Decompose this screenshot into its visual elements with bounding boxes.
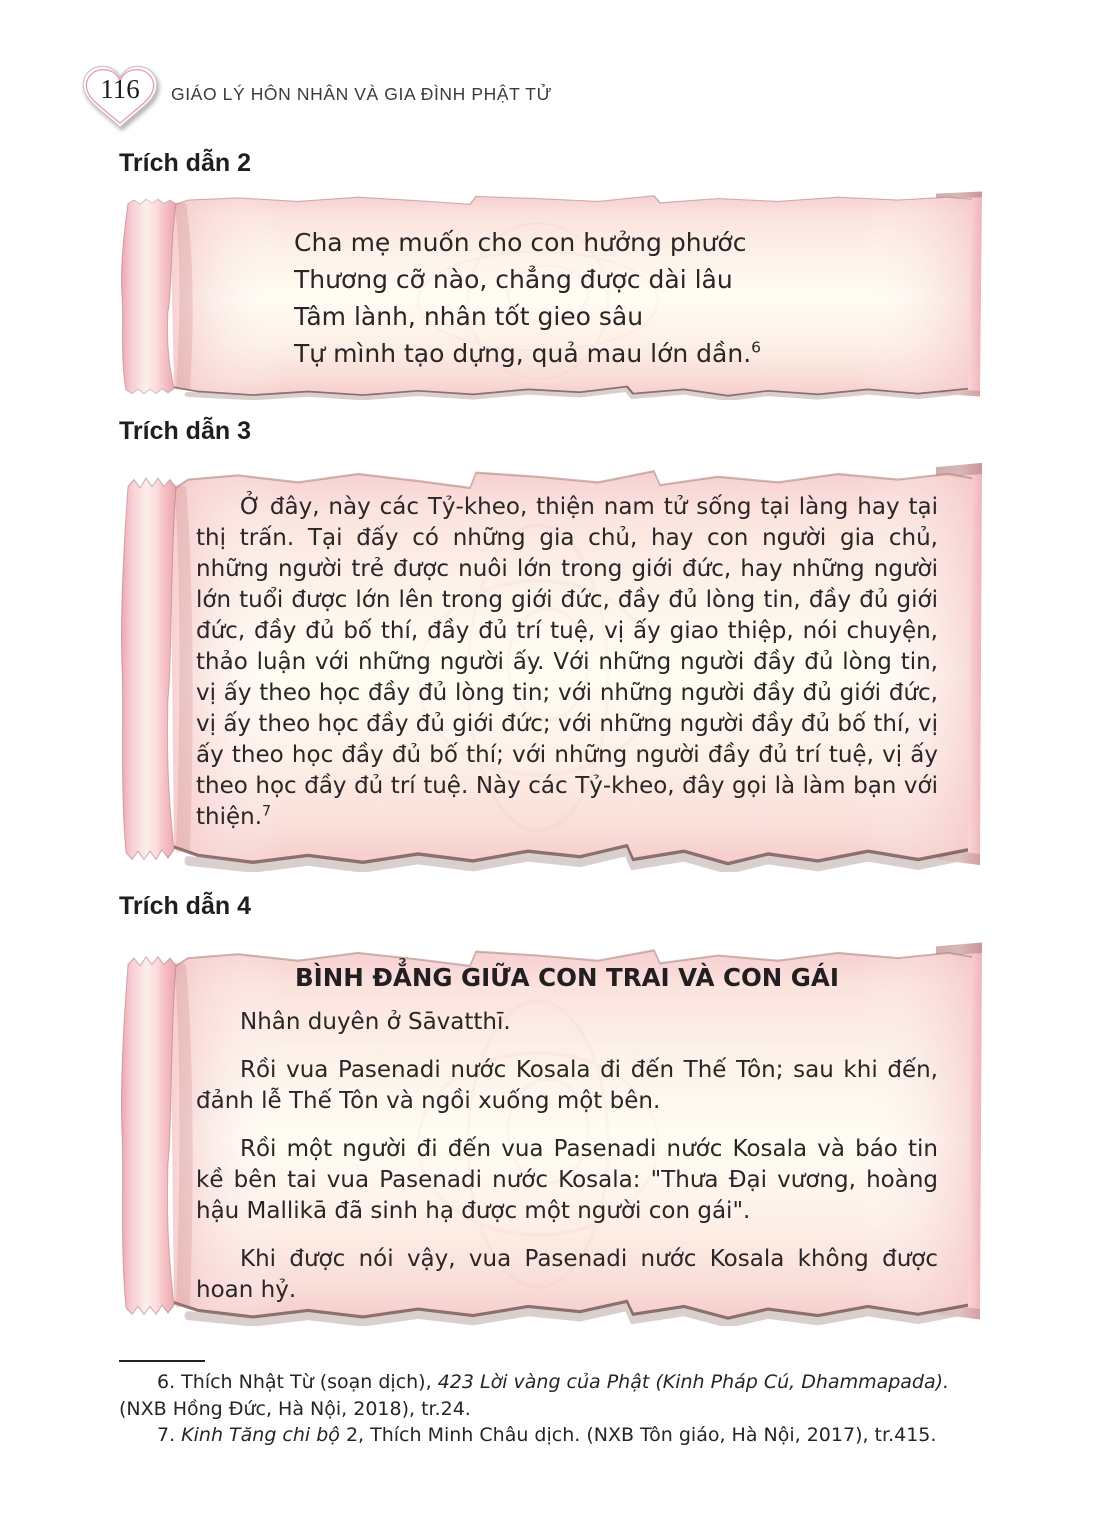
poem-line: Cha mẹ muốn cho con hưởng phước xyxy=(294,228,747,257)
footnote-text-italic: 423 Lời vàng của Phật (Kinh Pháp Cú, Dhammapada). xyxy=(437,1371,950,1393)
footnote-text-italic: Kinh Tăng chi bộ xyxy=(181,1424,340,1446)
running-title: GIÁO LÝ HÔN NHÂN VÀ GIA ĐÌNH PHẬT TỬ xyxy=(171,84,553,104)
scroll-quote-2 xyxy=(118,188,986,400)
footnotes xyxy=(119,1369,992,1449)
footnote-text: 6. Thích Nhật Từ (soạn dịch), xyxy=(157,1371,438,1393)
story-paragraph: Rồi một người đi đến vua Pasenadi nước Kosala và báo tin kề bên tai vua Pasenadi nước Kosala: "Thưa Đại vương, hoàng hậu Mallikā đã sinh hạ được một người con gái". xyxy=(196,1136,938,1224)
footnote-ref-6: 6 xyxy=(751,338,762,357)
footnote-text: (NXB Hồng Đức, Hà Nội, 2018), tr.24. xyxy=(119,1397,471,1420)
page-number: 116 xyxy=(100,74,140,104)
page-number-heart xyxy=(74,60,166,132)
quote-body xyxy=(118,456,986,833)
quote-text: Ở đây, này các Tỷ-kheo, thiện nam tử sống tại làng hay tại thị trấn. Tại đấy có những gia chủ, hay con người gia chủ, những người trẻ được nuôi lớn trong giới đức, hay những người lớn tuổi được lớn lên trong giới đức, đầy đủ lòng tin, đầy đủ giới đức, đầy đủ bố thí, đầy đủ trí tuệ, vị ấy giao thiệp, nói chuyện, thảo luận với những người ấy. Với những người đầy đủ lòng tin, vị ấy theo học đầy đủ lòng tin; với những người đầy đủ giới đức, vị ấy theo học đầy đủ giới đức; với những người đầy đủ bố thí, vị ấy theo học đầy đủ bố thí; với những người đầy đủ trí tuệ, vị ấy theo học đầy đủ trí tuệ. Này các Tỷ-kheo, đây gọi là làm bạn với thiện. xyxy=(196,494,938,830)
scroll-quote-3 xyxy=(118,456,986,872)
section-heading-2: Trích dẫn 2 xyxy=(119,149,251,177)
story-body xyxy=(118,936,986,1306)
story-paragraph: Nhân duyên ở Sāvatthī. xyxy=(240,1009,511,1035)
footnote-text: 7. xyxy=(157,1424,182,1446)
scroll-quote-4 xyxy=(118,936,986,1326)
footnote-divider xyxy=(119,1360,205,1362)
poem-line-text: Tự mình tạo dựng, quả mau lớn dần. xyxy=(294,339,752,368)
footnote-7 xyxy=(119,1422,992,1449)
story-paragraph: Khi được nói vậy, vua Pasenadi nước Kosala không được hoan hỷ. xyxy=(196,1246,938,1303)
poem xyxy=(118,188,986,372)
poem-line: Thương cỡ nào, chẳng được dài lâu xyxy=(294,265,733,294)
footnote-ref-7: 7 xyxy=(262,803,272,820)
footnote-text: 2, Thích Minh Châu dịch. (NXB Tôn giáo, Hà Nội, 2017), tr.415. xyxy=(339,1424,937,1446)
section-heading-3: Trích dẫn 3 xyxy=(119,417,251,445)
quote-paragraph xyxy=(196,492,938,833)
poem-line xyxy=(294,335,926,372)
poem-line: Tâm lành, nhân tốt gieo sâu xyxy=(294,302,644,331)
section-heading-4: Trích dẫn 4 xyxy=(119,892,251,920)
footnote-6 xyxy=(119,1369,992,1422)
story-title: BÌNH ĐẲNG GIỮA CON TRAI VÀ CON GÁI xyxy=(295,963,839,992)
story-paragraph: Rồi vua Pasenadi nước Kosala đi đến Thế Tôn; sau khi đến, đảnh lễ Thế Tôn và ngồi xuống một bên. xyxy=(196,1057,938,1114)
